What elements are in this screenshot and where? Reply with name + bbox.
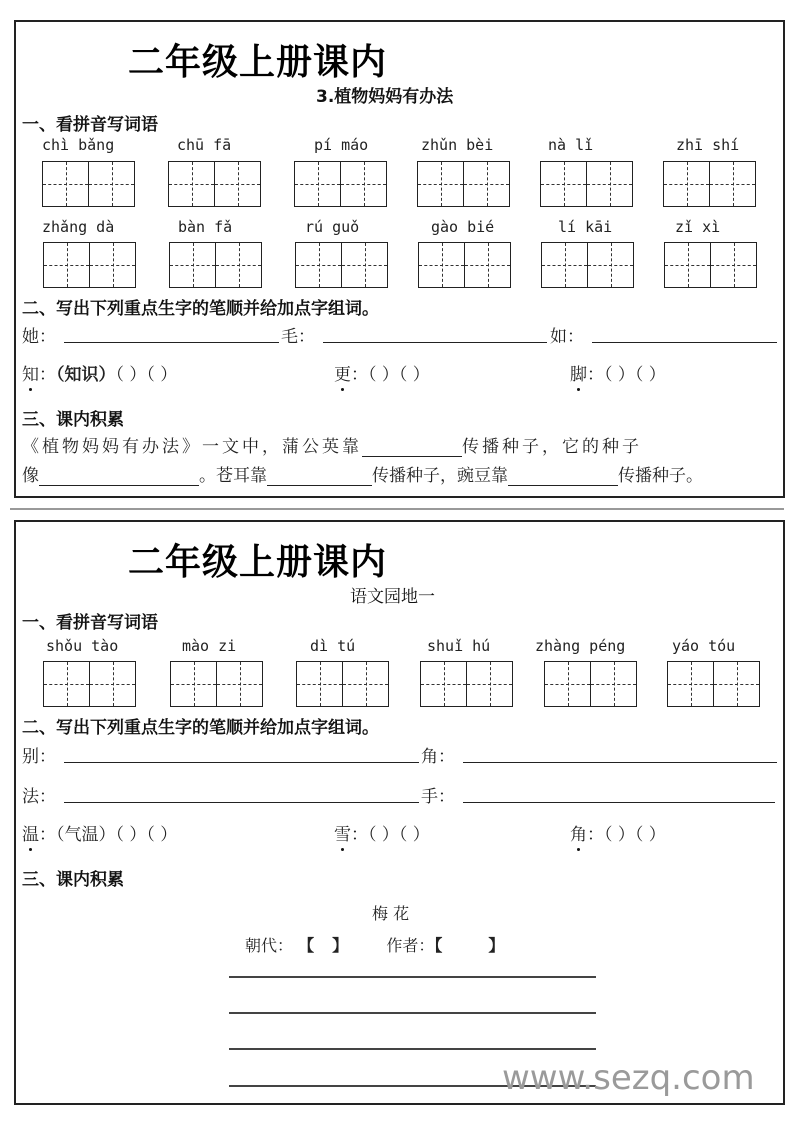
pinyin-label: dì tú xyxy=(310,637,356,655)
stroke-char: 角 xyxy=(421,747,438,767)
tianzige-box[interactable] xyxy=(43,661,136,707)
tianzige-box[interactable] xyxy=(42,161,135,207)
fill-blank[interactable] xyxy=(39,468,199,486)
dotted-char: 角 xyxy=(570,820,587,845)
word-blank[interactable]: （ ） xyxy=(398,365,430,385)
stroke-char: 她 xyxy=(22,327,39,347)
tianzige-box[interactable] xyxy=(170,661,263,707)
fill-blank[interactable] xyxy=(508,468,618,486)
pinyin-label: zhàng péng xyxy=(535,637,626,655)
poem-write-line[interactable] xyxy=(229,1048,596,1050)
stroke-order-row: 别： xyxy=(22,747,56,767)
fill-text-line-1: 《植物妈妈有办法》一文中，蒲公英靠 传播种子，它的种子 xyxy=(22,437,642,457)
tianzige-box[interactable] xyxy=(420,661,513,707)
stroke-order-blank[interactable] xyxy=(323,325,547,343)
stroke-order-row: 她： xyxy=(22,327,56,347)
tianzige-box[interactable] xyxy=(168,161,261,207)
pinyin-label: bàn fǎ xyxy=(178,218,233,236)
word-group-row: 角：（ ）（ ） xyxy=(570,820,666,845)
word-blank[interactable]: （ ） xyxy=(146,825,178,845)
worksheet-2-title: 二年级上册课内 xyxy=(128,541,388,583)
word-group-row: 脚：（ ）（ ） xyxy=(570,360,666,385)
word-blank[interactable]: （ ） xyxy=(398,825,430,845)
word-blank[interactable]: （ ） xyxy=(604,365,635,385)
page-divider xyxy=(10,508,784,510)
poem-title: 梅 花 xyxy=(372,904,410,923)
tianzige-box[interactable] xyxy=(294,161,387,207)
ws1-section-3-heading: 三、课内积累 xyxy=(22,410,124,430)
word-group-row: 雪：（ ）（ ） xyxy=(334,820,430,845)
word-blank[interactable]: （ ） xyxy=(115,365,147,385)
word-blank[interactable]: （ ） xyxy=(146,365,178,385)
stroke-order-blank[interactable] xyxy=(463,785,775,803)
fill-text-line-2: 像 。苍耳靠 传播种子，豌豆靠 传播种子。 xyxy=(22,466,703,486)
stroke-order-row: 手： xyxy=(421,787,455,807)
ws2-section-3-heading: 三、课内积累 xyxy=(22,870,124,890)
stroke-order-blank[interactable] xyxy=(64,785,419,803)
stroke-char: 毛 xyxy=(281,327,298,347)
fill-blank[interactable] xyxy=(362,439,462,457)
pinyin-label: nà lǐ xyxy=(548,136,594,154)
worksheet-2-subtitle: 语文园地一 xyxy=(350,587,435,607)
dotted-char: 更 xyxy=(334,360,351,385)
tianzige-box[interactable] xyxy=(417,161,510,207)
dotted-char: 雪 xyxy=(334,820,351,845)
pinyin-label: chū fā xyxy=(177,136,232,154)
word-blank[interactable]: （ ） xyxy=(634,365,666,385)
word-blank[interactable]: （ ） xyxy=(604,825,635,845)
word-group-row: 温：（气温）（ ）（ ） xyxy=(22,820,177,845)
pinyin-label: zhī shí xyxy=(676,136,740,154)
tianzige-box[interactable] xyxy=(169,242,262,288)
tianzige-box[interactable] xyxy=(663,161,756,207)
poem-write-line[interactable] xyxy=(229,1012,596,1014)
ws2-section-2-heading: 二、写出下列重点生字的笔顺并给加点字组词。 xyxy=(22,718,379,738)
dotted-char: 温 xyxy=(22,820,39,845)
word-blank[interactable]: （ ） xyxy=(368,365,399,385)
stroke-order-blank[interactable] xyxy=(64,325,279,343)
dotted-char: 脚 xyxy=(570,360,587,385)
author-label: 作者： xyxy=(386,936,435,955)
word-group-row: 更：（ ）（ ） xyxy=(334,360,430,385)
stroke-order-row: 毛： xyxy=(281,327,315,347)
stroke-char: 手 xyxy=(421,787,438,807)
pinyin-label: chì bǎng xyxy=(42,136,115,154)
pinyin-label: gào bié xyxy=(431,218,495,236)
stroke-order-blank[interactable] xyxy=(64,745,419,763)
pinyin-label: shǒu tào xyxy=(46,637,119,655)
dynasty-label: 朝代： xyxy=(245,936,294,955)
pinyin-label: yáo tóu xyxy=(672,637,736,655)
fill-blank[interactable] xyxy=(267,468,372,486)
pinyin-label: zhǔn bèi xyxy=(421,136,494,154)
word-blank[interactable]: （ ） xyxy=(634,825,666,845)
ws2-section-1-heading: 一、看拼音写词语 xyxy=(22,613,158,633)
pinyin-label: zhǎng dà xyxy=(42,218,115,236)
dotted-char: 知 xyxy=(22,360,39,385)
pinyin-label: mào zi xyxy=(182,637,237,655)
tianzige-box[interactable] xyxy=(418,242,511,288)
tianzige-box[interactable] xyxy=(664,242,757,288)
tianzige-box[interactable] xyxy=(295,242,388,288)
word-group-row: 知：（知识）（ ）（ ） xyxy=(22,360,177,385)
ws1-section-2-heading: 二、写出下列重点生字的笔顺并给加点字组词。 xyxy=(22,299,379,319)
stroke-char: 如 xyxy=(550,327,567,347)
tianzige-box[interactable] xyxy=(296,661,389,707)
pinyin-label: pí máo xyxy=(314,136,369,154)
stroke-order-row: 角： xyxy=(421,747,455,767)
example-word: （知识） xyxy=(56,365,116,385)
pinyin-label: shuǐ hú xyxy=(427,637,491,655)
ws1-section-1-heading: 一、看拼音写词语 xyxy=(22,115,158,135)
pinyin-label: lí kāi xyxy=(558,218,613,236)
tianzige-box[interactable] xyxy=(667,661,760,707)
stroke-order-blank[interactable] xyxy=(592,325,777,343)
tianzige-box[interactable] xyxy=(540,161,633,207)
stroke-order-row: 如： xyxy=(550,327,584,347)
worksheet-1-subtitle: 3.植物妈妈有办法 xyxy=(316,87,454,107)
example-word: （气温） xyxy=(56,825,116,845)
pinyin-label: zǐ xì xyxy=(675,218,721,236)
tianzige-box[interactable] xyxy=(541,242,634,288)
stroke-char: 别 xyxy=(22,747,39,767)
stroke-char: 法 xyxy=(22,787,39,807)
worksheet-1-title: 二年级上册课内 xyxy=(128,41,388,83)
word-blank[interactable]: （ ） xyxy=(115,825,147,845)
tianzige-box[interactable] xyxy=(544,661,637,707)
stroke-order-row: 法： xyxy=(22,787,56,807)
poem-meta: 朝代： 【 】 作者：【 】 xyxy=(245,936,505,955)
poem-write-line[interactable] xyxy=(229,976,596,978)
pinyin-label: rú guǒ xyxy=(305,218,360,236)
word-blank[interactable]: （ ） xyxy=(368,825,399,845)
watermark: www.sezq.com xyxy=(502,1058,755,1098)
tianzige-box[interactable] xyxy=(43,242,136,288)
stroke-order-blank[interactable] xyxy=(463,745,777,763)
